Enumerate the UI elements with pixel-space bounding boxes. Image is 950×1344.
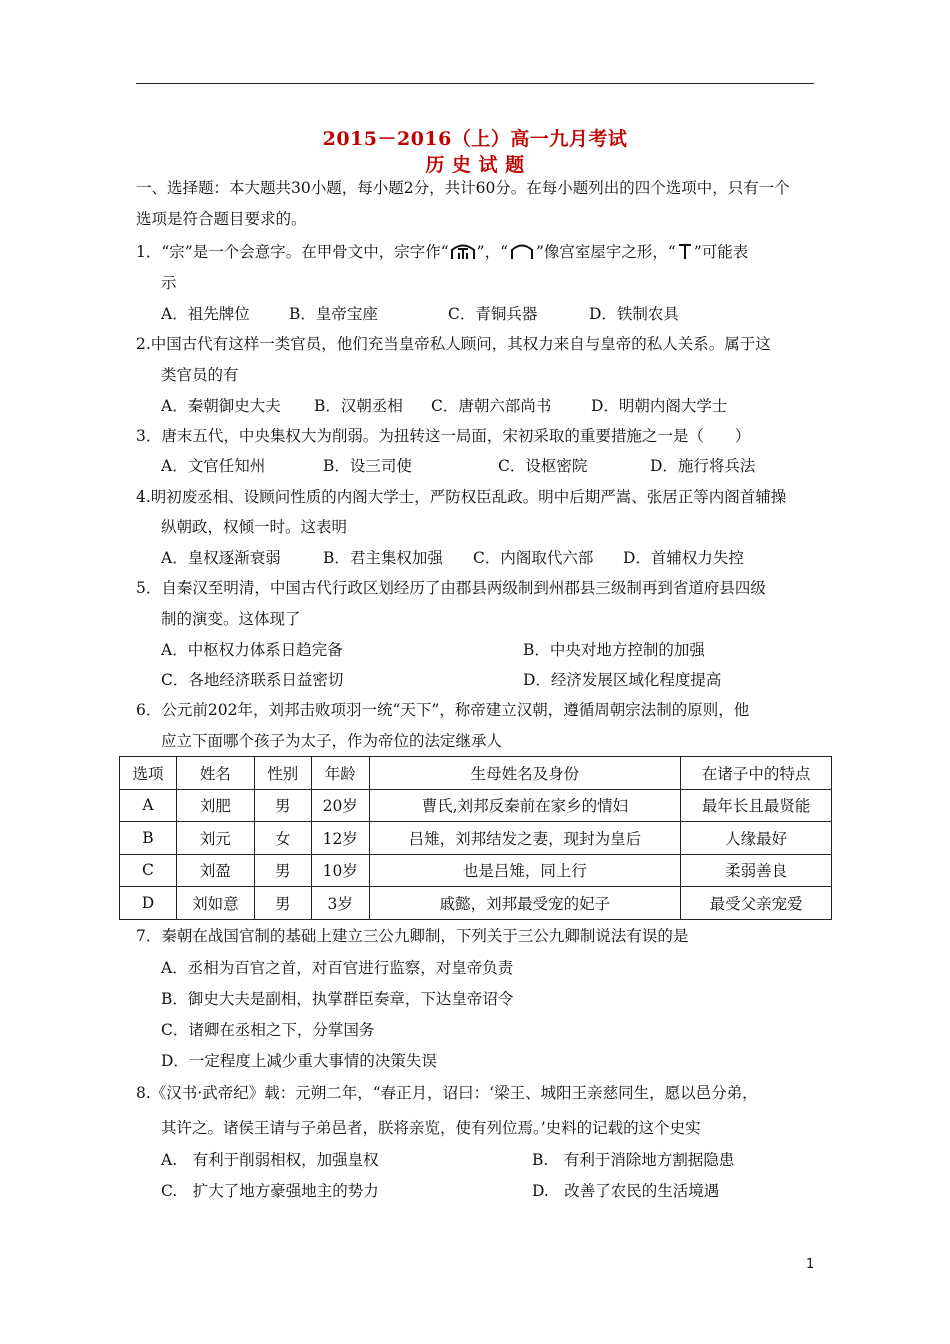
table-cell: 男 xyxy=(254,789,311,822)
table-cell: 最年长且最贤能 xyxy=(681,789,832,822)
table-header-cell: 性别 xyxy=(254,757,311,790)
table-cell: 3岁 xyxy=(311,887,369,920)
q1-stem-line1 xyxy=(136,240,748,265)
oracle-zong-glyph-icon xyxy=(450,241,476,265)
q7-stem-line1: 7．秦朝在战国官制的基础上建立三公九卿制，下列关于三公九卿制说法有误的是 xyxy=(136,927,689,945)
table-header-cell: 年龄 xyxy=(311,757,369,790)
table-row xyxy=(120,854,832,887)
table-header-cell: 生母姓名及身份 xyxy=(369,757,681,790)
q7-option-a: A．丞相为百官之首，对百官进行监察，对皇帝负责 xyxy=(161,959,514,977)
table-header-cell: 姓名 xyxy=(176,757,254,790)
q3-stem-line1: 3．唐末五代，中央集权大为削弱。为扭转这一局面，宋初采取的重要措施之一是（ ） xyxy=(136,427,751,445)
q8-stem-line1: 8.《汉书·武帝纪》载：元朔二年，“春正月，诏曰：‘梁王、城阳王亲慈同生，愿以邑分弟， xyxy=(136,1084,758,1102)
table-cell: A xyxy=(120,789,177,822)
q4-option-a: A．皇权逐渐衰弱 xyxy=(161,549,281,567)
table-cell: 人缘最好 xyxy=(681,822,832,855)
table-cell: 刘肥 xyxy=(176,789,254,822)
q4-option-b: B．君主集权加强 xyxy=(323,549,443,567)
q5-stem-line1: 5．自秦汉至明清，中国古代行政区划经历了由郡县两级制到州郡县三级制再到省道府县四级 xyxy=(136,579,766,597)
q1-stem-part2: ”，“ xyxy=(476,243,508,261)
q2-stem-line2: 类官员的有 xyxy=(161,366,239,384)
q8-option-c: C. 扩大了地方豪强地主的势力 xyxy=(161,1182,379,1200)
table-cell: 也是吕雉，同上行 xyxy=(369,854,681,887)
q5-option-b: B．中央对地方控制的加强 xyxy=(523,641,705,659)
table-header-cell: 在诸子中的特点 xyxy=(681,757,832,790)
table-cell: D xyxy=(120,887,177,920)
table-cell: 刘如意 xyxy=(176,887,254,920)
q1-stem-line2: 示 xyxy=(161,274,177,292)
q6-stem-line1: 6．公元前202年，刘邦击败项羽一统“天下”，称帝建立汉朝，遵循周朝宗法制的原则，他 xyxy=(136,701,750,719)
q5-stem-line2: 制的演变。这体现了 xyxy=(161,610,301,628)
page-number: 1 xyxy=(806,1257,815,1272)
table-cell: 最受父亲宠爱 xyxy=(681,887,832,920)
section-instruction-line2: 选项是符合题目要求的。 xyxy=(136,210,307,228)
table-cell: 男 xyxy=(254,887,311,920)
q1-stem-part1: 1．“宗”是一个会意字。在甲骨文中，宗字作“ xyxy=(136,243,449,261)
q6-stem-line2: 应立下面哪个孩子为太子，作为帝位的法定继承人 xyxy=(161,732,503,750)
q4-option-c: C．内阁取代六部 xyxy=(473,549,594,567)
q8-option-a: A. 有利于削弱相权，加强皇权 xyxy=(161,1151,379,1169)
header-rule xyxy=(136,83,814,84)
q1-option-b: B．皇帝宝座 xyxy=(289,305,378,323)
table-row xyxy=(120,887,832,920)
exam-title: 2015－2016（上）高一九月考试 xyxy=(322,128,628,150)
q4-stem-line2: 纵朝政，权倾一时。这表明 xyxy=(161,518,348,536)
table-cell: 20岁 xyxy=(311,789,369,822)
q4-stem-line1: 4.明初废丞相、设顾问性质的内阁大学士，严防权臣乱政。明中后期严嵩、张居正等内阁首辅操 xyxy=(136,488,787,506)
q1-stem-part3: ”像宫室屋宇之形，“ xyxy=(536,243,676,261)
q3-option-b: B．设三司使 xyxy=(323,457,412,475)
table-cell: B xyxy=(120,822,177,855)
q1-option-c: C．青铜兵器 xyxy=(448,305,538,323)
q8-stem-line2: 其许之。诸侯王请与子弟邑者，朕将亲览，使有列位焉。’史料的记载的这个史实 xyxy=(161,1119,701,1137)
table-header-row xyxy=(120,757,832,790)
table-cell: 12岁 xyxy=(311,822,369,855)
table-cell: 刘盈 xyxy=(176,854,254,887)
q3-option-c: C．设枢密院 xyxy=(498,457,588,475)
section-instruction-line1: 一、选择题：本大题共30小题，每小题2分，共计60分。在每小题列出的四个选项中，只有一个 xyxy=(136,179,790,197)
q1-stem-part4: ”可能表 xyxy=(693,243,749,261)
q5-option-d: D．经济发展区域化程度提高 xyxy=(523,671,722,689)
table-cell: 戚懿，刘邦最受宠的妃子 xyxy=(369,887,681,920)
q3-option-d: D．施行将兵法 xyxy=(650,457,756,475)
q1-option-d: D．铁制农具 xyxy=(589,305,679,323)
table-cell: 男 xyxy=(254,854,311,887)
table-cell: 刘元 xyxy=(176,822,254,855)
q7-option-c: C．诸卿在丞相之下，分掌国务 xyxy=(161,1021,375,1039)
q1-option-a: A．祖先牌位 xyxy=(161,305,250,323)
q8-option-d: D. 改善了农民的生活境遇 xyxy=(532,1182,720,1200)
table-cell: 曹氏,刘邦反秦前在家乡的情妇 xyxy=(369,789,681,822)
q5-option-a: A．中枢权力体系日趋完备 xyxy=(161,641,343,659)
table-cell: 柔弱善良 xyxy=(681,854,832,887)
heir-candidates-table xyxy=(119,756,832,920)
q4-option-d: D．首辅权力失控 xyxy=(623,549,744,567)
table-cell: 10岁 xyxy=(311,854,369,887)
q2-stem-line1: 2.中国古代有这样一类官员，他们充当皇帝私人顾问，其权力来自与皇帝的私人关系。属于这 xyxy=(136,335,771,353)
oracle-roof-glyph-icon xyxy=(509,241,535,265)
q2-option-b: B．汉朝丞相 xyxy=(314,397,403,415)
table-header-cell: 选项 xyxy=(120,757,177,790)
q5-option-c: C．各地经济联系日益密切 xyxy=(161,671,344,689)
table-cell: 吕雉，刘邦结发之妻，现封为皇后 xyxy=(369,822,681,855)
table-row xyxy=(120,789,832,822)
table-cell: C xyxy=(120,854,177,887)
q7-option-b: B．御史大夫是副相，执掌群臣奏章，下达皇帝诏令 xyxy=(161,990,514,1008)
q7-option-d: D．一定程度上减少重大事情的决策失误 xyxy=(161,1052,437,1070)
table-row xyxy=(120,822,832,855)
q2-option-a: A．秦朝御史大夫 xyxy=(161,397,281,415)
q2-option-d: D．明朝内阁大学士 xyxy=(591,397,728,415)
table-cell: 女 xyxy=(254,822,311,855)
q8-option-b: B. 有利于消除地方割据隐患 xyxy=(532,1151,735,1169)
q3-option-a: A．文官任知州 xyxy=(161,457,266,475)
oracle-shi-glyph-icon xyxy=(677,241,693,265)
q2-option-c: C．唐朝六部尚书 xyxy=(431,397,552,415)
exam-subtitle: 历 史 试 题 xyxy=(425,154,525,176)
